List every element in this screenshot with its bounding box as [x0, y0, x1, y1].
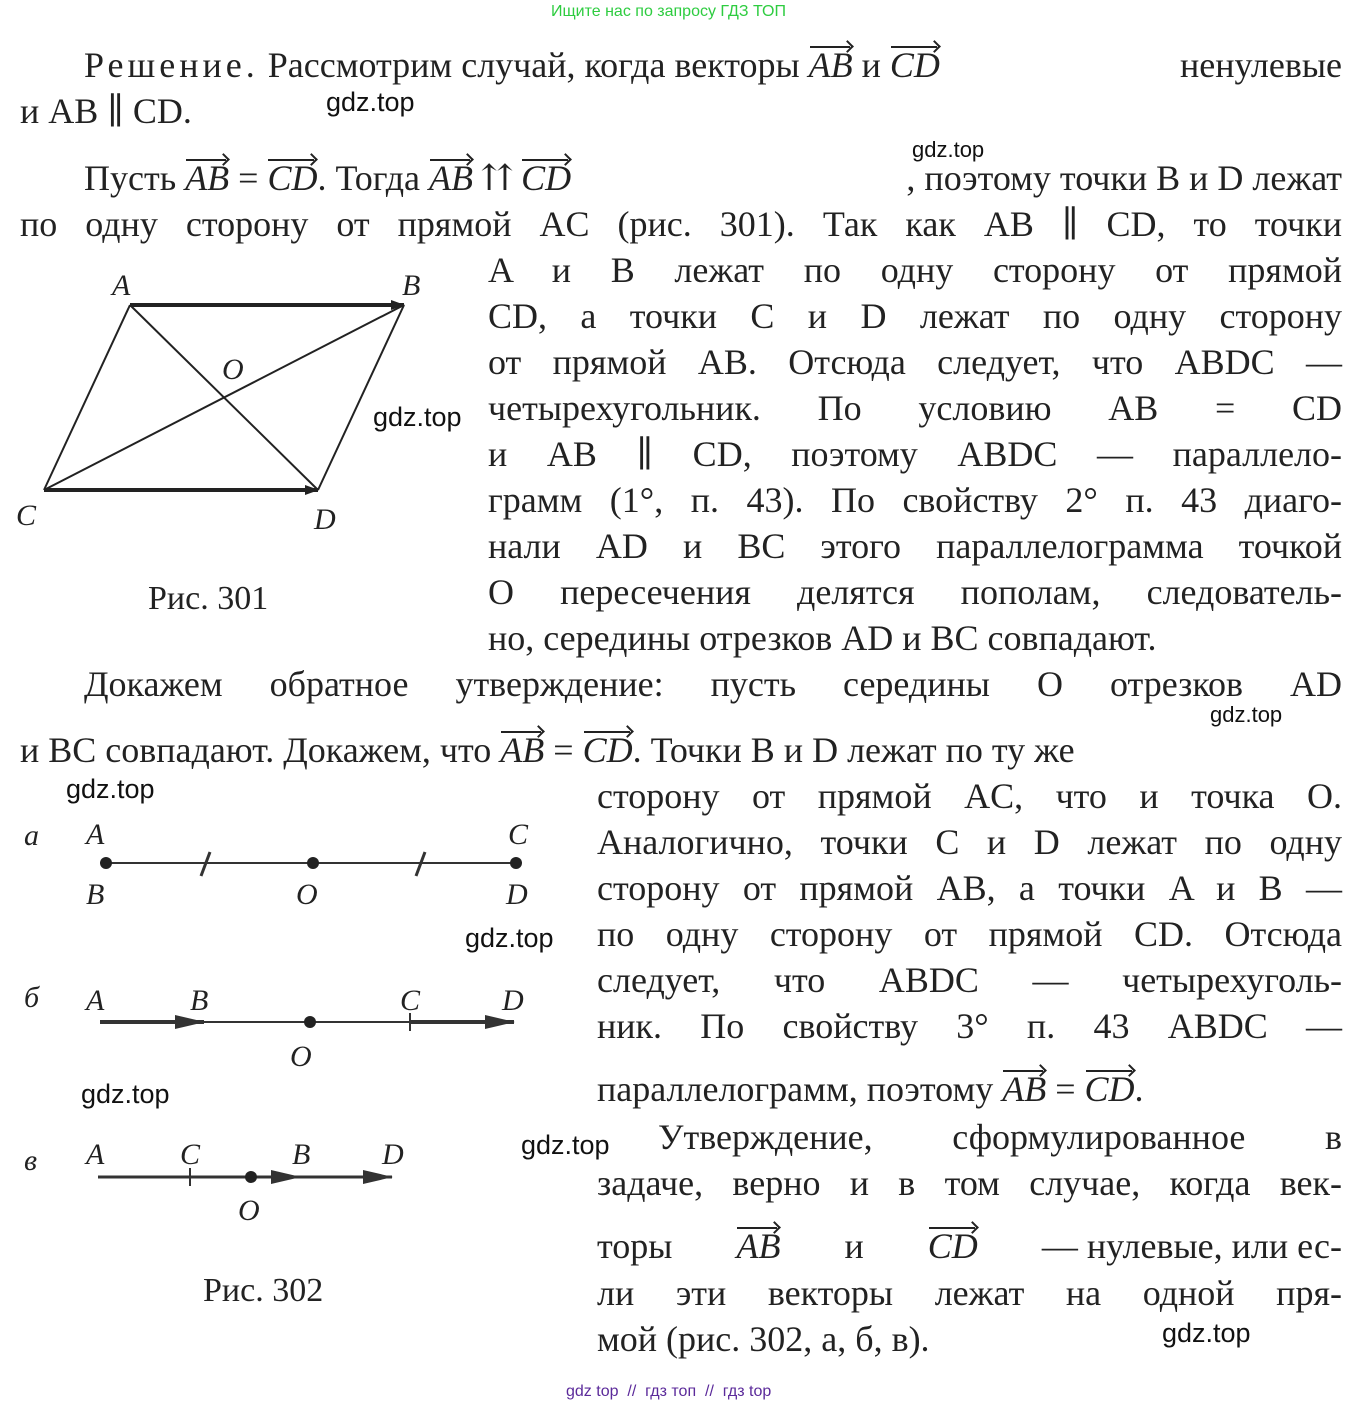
paragraph-1-line-2: и AB ∥ CD. [20, 91, 192, 131]
text-line-7: четырехугольник. По условию AB = CD [488, 388, 1342, 428]
text-fragment: = [553, 730, 574, 770]
vector-cd: CD [583, 727, 633, 773]
text-line-17: сторону от прямой AB, а точки A и B — [597, 868, 1342, 908]
text-line-8: и AB ∥ CD, поэтому ABDC — параллело- [488, 434, 1342, 474]
vector-cd: CD [267, 155, 317, 201]
point-label-c: C [16, 499, 37, 532]
vector-ab: AB [736, 1223, 780, 1269]
text-line-22: Утверждение, сформулированное в [658, 1117, 1342, 1157]
case-v-label-a: A [86, 1138, 105, 1171]
point-label-a: A [112, 269, 131, 302]
vector-ab: AB [185, 155, 229, 201]
case-b-label-b: B [190, 984, 209, 1017]
text-line-12: но, середины отрезков AD и BC совпадают. [488, 618, 1157, 658]
text-line-4: A и B лежат по одну сторону от прямой [488, 250, 1342, 290]
footer-links[interactable]: gdz top // гдз топ // гдз top [566, 1383, 772, 1400]
case-v-point-o [245, 1171, 257, 1183]
text-fragment: = [1055, 1069, 1076, 1109]
text-line-14 [20, 727, 1342, 773]
search-hint-link[interactable]: Ищите нас по запросу ГДЗ ТОП [551, 3, 786, 20]
case-a-point-ab [100, 857, 112, 869]
watermark: gdz.top [66, 774, 155, 804]
text-line-25: ли эти векторы лежат на одной пря- [597, 1273, 1342, 1313]
watermark: gdz.top [81, 1079, 170, 1109]
text-line-21 [597, 1066, 1144, 1112]
text-line-10: нали AD и BC этого параллелограмма точкой [488, 526, 1342, 566]
text-line-20: ник. По свойству 3° п. 43 ABDC — [597, 1006, 1342, 1046]
watermark: gdz.top [373, 402, 462, 432]
side-bd [318, 305, 404, 490]
text-line-11: O пересечения делятся пополам, следователь- [488, 572, 1342, 612]
text-fragment: параллелограмм, поэтому [597, 1069, 994, 1109]
point-label-o: O [222, 353, 244, 386]
text-line-3: по одну сторону от прямой AC (рис. 301). Так как AB ∥ CD, то точки [20, 204, 1342, 244]
case-b-point-o [304, 1016, 316, 1028]
codirected-symbol: ⇈ [482, 158, 513, 198]
text-fragment: Рассмотрим случай, когда векторы [267, 45, 800, 85]
text-fragment: . [1134, 1069, 1144, 1109]
text-line-15: сторону от прямой AC, что и точка O. [597, 776, 1342, 816]
figure-302-collinear-cases [0, 800, 560, 1240]
text-fragment: = [238, 158, 259, 198]
watermark: gdz.top [465, 923, 554, 953]
case-v-label-c: C [180, 1138, 201, 1171]
text-fragment: Пусть [84, 158, 177, 198]
text-fragment: и [861, 45, 881, 85]
case-b-marker: б [24, 981, 40, 1014]
figure-302-caption: Рис. 302 [203, 1272, 324, 1309]
vector-ab: AB [1002, 1066, 1046, 1112]
text-line-5: CD, а точки C и D лежат по одну сторону [488, 296, 1342, 336]
case-a-label-o: O [296, 878, 318, 911]
text-line-16: Аналогично, точки C и D лежат по одну [597, 822, 1342, 862]
point-label-b: B [402, 269, 421, 302]
case-a-marker: а [24, 819, 39, 852]
text-fragment: . Тогда [317, 158, 421, 198]
vector-ab: AB [500, 727, 544, 773]
text-line-24 [597, 1223, 1342, 1269]
point-label-d: D [314, 503, 336, 536]
figure-301-caption: Рис. 301 [148, 580, 269, 617]
case-v-marker: в [24, 1144, 38, 1177]
text-line-18: по одну сторону от прямой CD. Отсюда [597, 914, 1342, 954]
text-line-19: следует, что ABDC — четырехуголь- [597, 960, 1342, 1000]
case-a-point-cd [510, 857, 522, 869]
diagonal-bc [44, 305, 404, 490]
text-fragment: , поэтому точки B и D лежат [906, 158, 1342, 198]
text-line-9: грамм (1°, п. 43). По свойству 2° п. 43 диаго- [488, 480, 1342, 520]
case-a-label-a: A [86, 818, 105, 851]
vector-cd: CD [1085, 1066, 1135, 1112]
paragraph-2-line-1 [84, 155, 1342, 201]
text-line-26: мой (рис. 302, а, б, в). [597, 1319, 930, 1359]
vector-cd: CD [521, 155, 571, 201]
vector-ab: AB [809, 42, 853, 88]
text-fragment: и [844, 1226, 864, 1266]
text-fragment: . Точки B и D лежат по ту же [632, 730, 1075, 770]
paragraph-1-line-1 [84, 42, 1342, 88]
watermark: gdz.top [326, 87, 415, 117]
case-v-label-b: B [292, 1138, 311, 1171]
watermark: gdz.top [1210, 702, 1283, 727]
case-a-point-o [307, 857, 319, 869]
watermark: gdz.top [1162, 1318, 1251, 1348]
watermark: gdz.top [912, 137, 985, 162]
text-fragment: — нулевые, или ес- [1041, 1226, 1342, 1266]
watermark: gdz.top [521, 1130, 610, 1160]
text-fragment: и BC совпадают. Докажем, что [20, 730, 492, 770]
case-v-label-d: D [382, 1138, 404, 1171]
case-b-label-c: C [400, 984, 421, 1017]
text-fragment: торы [597, 1226, 673, 1266]
text-line-23: задаче, верно и в том случае, когда век- [597, 1163, 1342, 1203]
case-a-label-b: B [86, 878, 105, 911]
solution-heading: Решение. [84, 45, 259, 85]
side-ac [44, 305, 130, 490]
case-b-label-a: A [86, 984, 105, 1017]
text-fragment: ненулевые [1179, 45, 1342, 85]
vector-cd: CD [890, 42, 940, 88]
vector-cd: CD [928, 1223, 978, 1269]
case-a-label-c: C [508, 818, 529, 851]
case-b-label-o: O [290, 1040, 312, 1073]
case-a-label-d: D [506, 878, 528, 911]
case-v-label-o: O [238, 1194, 260, 1227]
text-line-6: от прямой AB. Отсюда следует, что ABDC — [488, 342, 1342, 382]
vector-ab: AB [429, 155, 473, 201]
case-b-label-d: D [502, 984, 524, 1017]
text-line-13: Докажем обратное утверждение: пусть середины O отрезков AD [84, 664, 1342, 704]
